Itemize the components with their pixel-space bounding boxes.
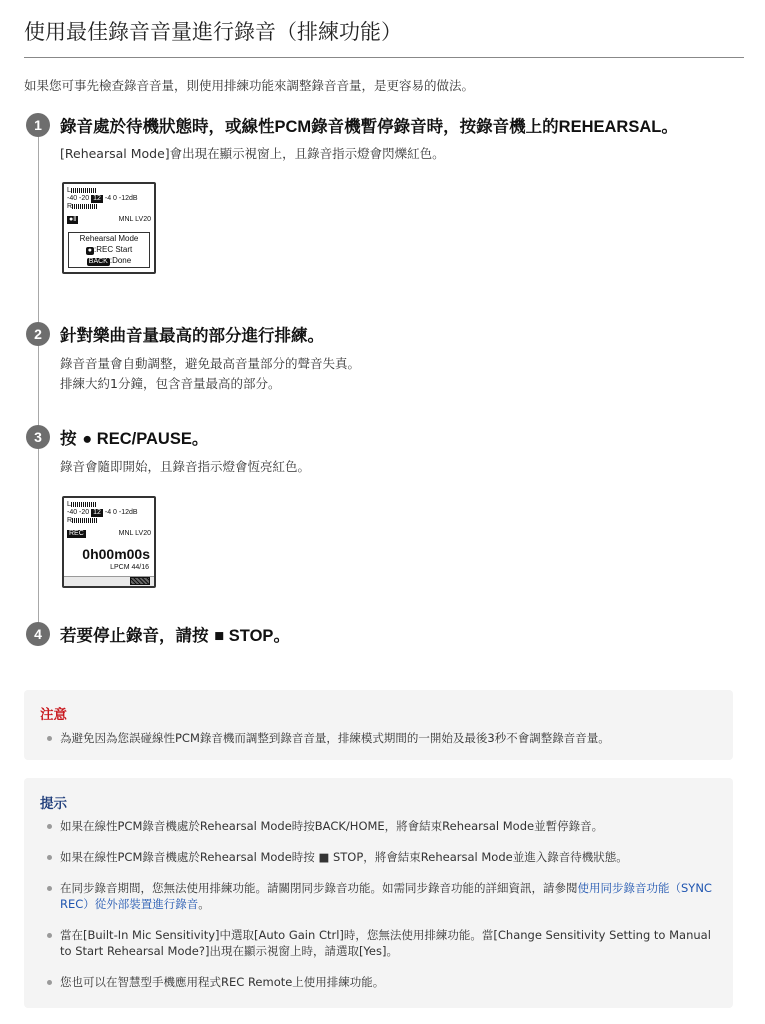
list-item: 為避免因為您誤碰線性PCM錄音機而調整到錄音音量，排練模式期間的一開始及最後3秒不會調整錄音音量。 — [44, 730, 715, 746]
recording-display-image: L -40 -20 12 -4 0 -12dB R REC MNL LV20 0h00m00s LPCM 44/16 — [62, 496, 156, 588]
sync-rec-link[interactable]: 使用同步錄音功能（SYNC REC）從外部裝置進行錄音 — [60, 881, 712, 911]
step-4-heading: 若要停止錄音，請按 ■ STOP。 — [60, 626, 290, 645]
l-level-meter — [71, 188, 97, 193]
elapsed-time: 0h00m00s — [82, 546, 150, 562]
note-title: 注意 — [40, 707, 67, 723]
step-2-number: 2 — [26, 322, 50, 346]
title-divider — [24, 57, 744, 58]
steps-connector-line — [38, 128, 39, 633]
l-level-meter — [71, 502, 97, 507]
step-2-heading: 針對樂曲音量最高的部分進行排練。 — [60, 326, 324, 345]
r-level-meter — [72, 518, 98, 523]
list-item: 您也可以在智慧型手機應用程式REC Remote上使用排練功能。 — [44, 974, 715, 990]
step-1-number: 1 — [26, 113, 50, 137]
rehearsal-mode-panel: Rehearsal Mode ● :REC Start BACK :Done — [68, 232, 150, 268]
step-3-heading: 按 ● REC/PAUSE。 — [60, 429, 209, 448]
hint-list — [44, 818, 715, 990]
rehearsal-display-image: L -40 -20 12 -4 0 -12dB R ●‖ MNL LV20 Rehearsal Mode ● :REC Start BACK :Done — [62, 182, 156, 274]
battery-icon — [130, 577, 150, 585]
step-3-body: 錄音會隨即開始，且錄音指示燈會恆亮紅色。 — [60, 459, 311, 474]
page-title: 使用最佳錄音音量進行錄音（排練功能） — [24, 20, 402, 44]
recording-format: LPCM 44/16 — [110, 564, 149, 571]
rec-pause-indicator: ●‖ — [69, 216, 77, 223]
step-1-body: [Rehearsal Mode]會出現在顯示視窗上，且錄音指示燈會閃爍紅色。 — [60, 146, 445, 161]
list-item: 如果在線性PCM錄音機處於Rehearsal Mode時按BACK/HOME，將會結束Rehearsal Mode並暫停錄音。 — [44, 818, 715, 834]
list-item: 在同步錄音期間，您無法使用排練功能。請關閉同步錄音功能。如需同步錄音功能的詳細資訊，請參閱使用同步錄音功能（SYNC REC）從外部裝置進行錄音。 — [44, 880, 715, 912]
step-2-body: 錄音音量會自動調整，避免最高音量部分的聲音失真。 排練大約1分鐘，包含音量最高的部分。 — [60, 356, 361, 391]
r-level-meter — [72, 204, 98, 209]
hint-title: 提示 — [40, 796, 67, 812]
hint-box — [24, 778, 733, 1008]
rec-indicator: REC — [69, 530, 84, 537]
note-list — [44, 730, 715, 746]
step-4-number: 4 — [26, 622, 50, 646]
list-item: 如果在線性PCM錄音機處於Rehearsal Mode時按 ■ STOP，將會結束Rehearsal Mode並進入錄音待機狀態。 — [44, 849, 715, 865]
step-1-heading: 錄音處於待機狀態時，或線性PCM錄音機暫停錄音時，按錄音機上的REHEARSAL。 — [60, 117, 678, 136]
note-box — [24, 690, 733, 760]
intro-text: 如果您可事先檢查錄音音量，則使用排練功能來調整錄音音量，是更容易的做法。 — [24, 78, 475, 93]
step-3-number: 3 — [26, 425, 50, 449]
list-item: 當在[Built-In Mic Sensitivity]中選取[Auto Gain Ctrl]時，您無法使用排練功能。當[Change Sensitivity Setting to Manual to Start Rehearsal Mode?]出現在顯示視窗上時，請選取[Yes]。 — [44, 927, 715, 959]
